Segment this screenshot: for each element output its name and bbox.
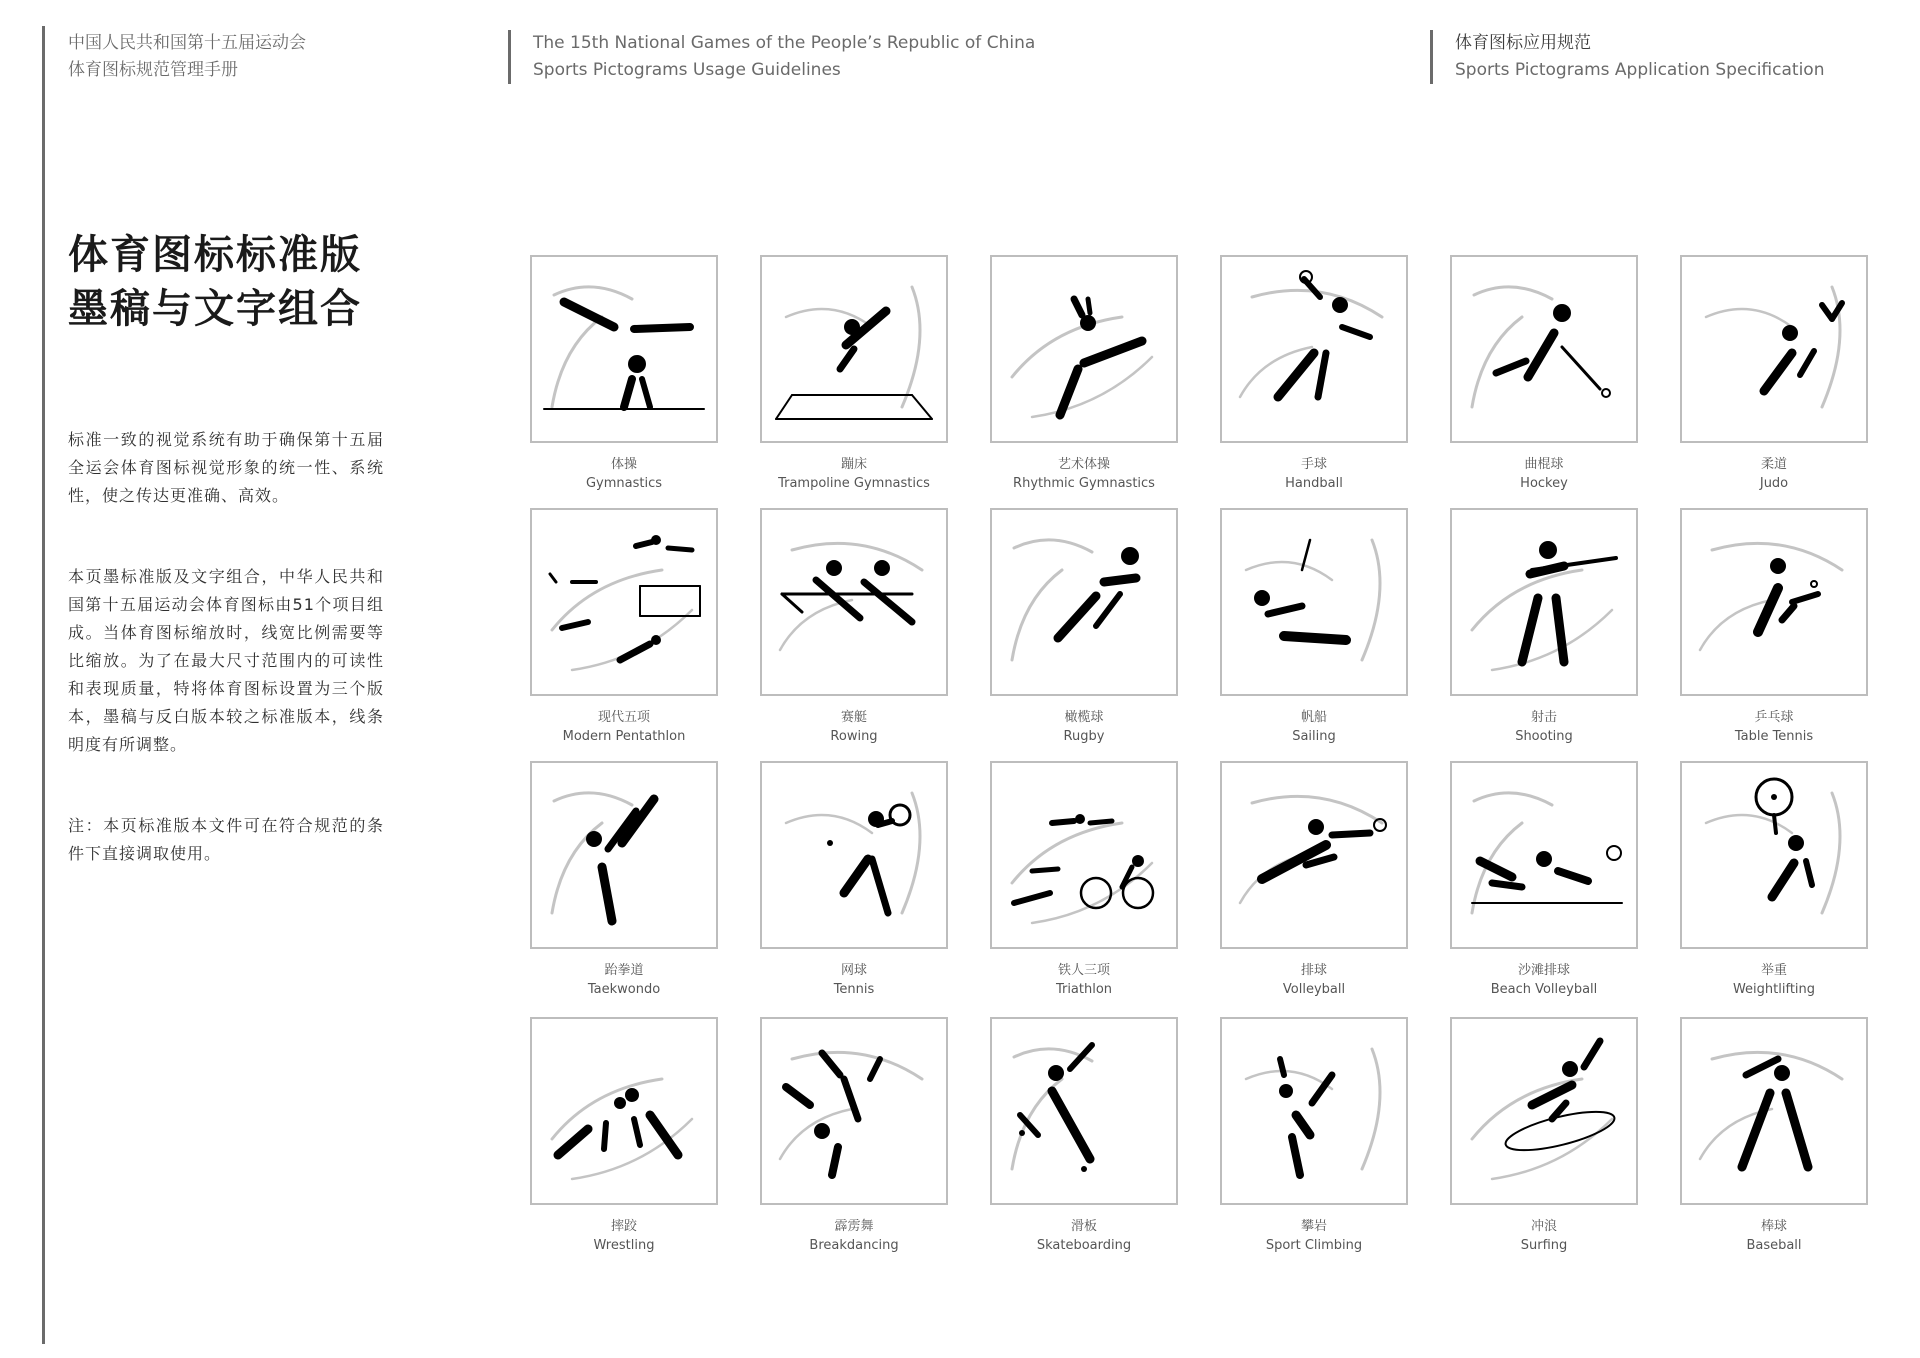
pictogram-tile [1680,508,1868,696]
pictogram-caption [1190,708,1438,746]
baseball-icon [1682,1019,1866,1203]
pictogram-name-zh: 跆拳道 [604,963,644,978]
header-center [508,30,1035,84]
pictogram-name-en: Tennis [833,982,875,997]
pictogram-name-zh: 帆船 [1300,710,1327,725]
pictogram-tile [1220,255,1408,443]
pictogram-caption [500,1217,748,1255]
pictogram-tile [1450,761,1638,949]
breakdancing-icon [762,1019,946,1203]
pictogram-name-en: Table Tennis [1734,729,1814,744]
pictogram-name-zh: 橄榄球 [1064,710,1104,725]
pictogram-name-en: Weightlifting [1732,982,1816,997]
pictogram-name-zh: 乒乓球 [1754,710,1794,725]
pictogram-name-en: Baseball [1746,1238,1802,1253]
gymnastics-icon [532,257,716,441]
pictogram-tile [530,508,718,696]
pictogram-tile [1680,255,1868,443]
pictogram-name-en: Modern Pentathlon [562,729,686,744]
pictogram-tile [1680,761,1868,949]
pictogram-caption [1190,455,1438,493]
pictogram-name-zh: 攀岩 [1300,1219,1327,1234]
judo-icon [1682,257,1866,441]
pictogram-name-zh: 网球 [840,963,867,978]
pictogram-caption [1650,455,1898,493]
pictogram-name-zh: 赛艇 [840,710,867,725]
note-paragraph: 注：本页标准版本文件可在符合规范的条件下直接调取使用。 [68,816,384,863]
pictogram-name-en: Trampoline Gymnastics [778,476,930,491]
pictogram-name-zh: 蹦床 [840,457,867,472]
pictogram-tile [760,761,948,949]
sailing-icon [1222,510,1406,694]
pictogram-name-en: Wrestling [593,1238,655,1253]
header-left-line-1: 中国人民共和国第十五届运动会 [68,33,306,53]
pictogram-name-zh: 艺术体操 [1057,457,1110,472]
pictogram-name-zh: 棒球 [1760,1219,1787,1234]
pictogram-tile [530,761,718,949]
pictogram-tile [760,1017,948,1205]
trampoline-icon [762,257,946,441]
rhythmic-gymnastics-icon [992,257,1176,441]
hockey-icon [1452,257,1636,441]
pictogram-caption [500,455,748,493]
pictogram-caption [1420,1217,1668,1255]
pictogram-tile [1220,761,1408,949]
pictogram-caption [730,708,978,746]
pictogram-tile [1450,1017,1638,1205]
pictogram-name-zh: 柔道 [1760,457,1787,472]
pictogram-tile [530,255,718,443]
pictogram-name-zh: 曲棍球 [1524,457,1564,472]
sport-climbing-icon [1222,1019,1406,1203]
page-title-line-1: 体育图标标准版 [68,232,362,278]
pictogram-name-en: Taekwondo [587,982,661,997]
pictogram-name-en: Rugby [1063,729,1105,744]
pictogram-name-en: Skateboarding [1036,1238,1132,1253]
pictogram-caption [1190,961,1438,999]
description-paragraph: 本页墨标准版及文字组合，中华人民共和国第十五届运动会体育图标由51个项目组成。当体育图标缩放时，线宽比例需要等比缩放。为了在最大尺寸范围内的可读性和表现质量，特将体育图标设置为三个版本，墨稿与反白版本较之标准版本，线条明度有所调整。 [68,567,384,754]
pictogram-name-zh: 现代五项 [597,710,650,725]
pictogram-tile [1220,1017,1408,1205]
pictogram-tile [1450,508,1638,696]
wrestling-icon [532,1019,716,1203]
pictogram-caption [1650,1217,1898,1255]
pictogram-name-zh: 铁人三项 [1057,963,1110,978]
pictogram-name-en: Handball [1285,476,1343,491]
pictogram-name-en: Breakdancing [809,1238,899,1253]
pictogram-caption [960,961,1208,999]
pictogram-tile [1680,1017,1868,1205]
tennis-icon [762,763,946,947]
pictogram-caption [960,1217,1208,1255]
pictogram-name-en: Beach Volleyball [1490,982,1598,997]
pictogram-tile [1220,508,1408,696]
pictogram-caption [1420,708,1668,746]
header-center-line-2: Sports Pictograms Usage Guidelines [533,60,841,80]
skateboarding-icon [992,1019,1176,1203]
handball-icon [1222,257,1406,441]
pictogram-name-zh: 冲浪 [1530,1219,1557,1234]
page-title [68,228,362,336]
pictogram-name-en: Judo [1759,476,1789,491]
volleyball-icon [1222,763,1406,947]
modern-pentathlon-icon [532,510,716,694]
table-tennis-icon [1682,510,1866,694]
pictogram-name-zh: 沙滩排球 [1517,963,1570,978]
pictogram-tile [1450,255,1638,443]
header-left [68,30,306,84]
pictogram-caption [1190,1217,1438,1255]
pictogram-caption [1650,708,1898,746]
pictogram-tile [990,1017,1178,1205]
pictogram-name-zh: 举重 [1760,963,1787,978]
pictogram-name-zh: 滑板 [1070,1219,1097,1234]
pictogram-name-zh: 体操 [610,457,637,472]
pictogram-name-zh: 排球 [1300,963,1327,978]
header-left-line-2: 体育图标规范管理手册 [68,60,238,80]
triathlon-icon [992,763,1176,947]
pictogram-name-en: Gymnastics [585,476,663,491]
surfing-icon [1452,1019,1636,1203]
pictogram-caption [1650,961,1898,999]
pictogram-caption [1420,455,1668,493]
pictogram-name-zh: 霹雳舞 [834,1219,874,1234]
pictogram-name-en: Triathlon [1055,982,1113,997]
pictogram-tile [530,1017,718,1205]
pictogram-caption [500,961,748,999]
pictogram-name-zh: 摔跤 [610,1219,637,1234]
pictogram-grid [530,255,1880,1275]
weightlifting-icon [1682,763,1866,947]
header-right [1430,30,1824,84]
pictogram-name-en: Surfing [1520,1238,1568,1253]
pictogram-caption [1420,961,1668,999]
pictogram-name-en: Volleyball [1282,982,1346,997]
pictogram-name-en: Sailing [1292,729,1336,744]
pictogram-caption [960,708,1208,746]
pictogram-name-en: Shooting [1515,729,1573,744]
pictogram-tile [760,508,948,696]
page-title-line-2: 墨稿与文字组合 [68,286,362,332]
left-margin-rule [42,26,45,1344]
pictogram-caption [500,708,748,746]
taekwondo-icon [532,763,716,947]
pictogram-tile [990,255,1178,443]
shooting-icon [1452,510,1636,694]
header-center-line-1: The 15th National Games of the People’s Republic of China [533,33,1036,53]
pictogram-name-en: Hockey [1520,476,1568,491]
intro-paragraph: 标准一致的视觉系统有助于确保第十五届全运会体育图标视觉形象的统一性、系统性，使之传达更准确、高效。 [68,430,384,505]
rowing-icon [762,510,946,694]
header-right-line-2: Sports Pictograms Application Specification [1455,60,1825,80]
pictogram-caption [730,1217,978,1255]
pictogram-name-zh: 射击 [1530,710,1557,725]
pictogram-name-en: Rowing [830,729,878,744]
pictogram-tile [990,508,1178,696]
rugby-icon [992,510,1176,694]
pictogram-tile [990,761,1178,949]
pictogram-name-zh: 手球 [1300,457,1327,472]
pictogram-caption [730,455,978,493]
pictogram-name-en: Rhythmic Gymnastics [1013,476,1155,491]
pictogram-caption [960,455,1208,493]
pictogram-name-en: Sport Climbing [1265,1238,1363,1253]
pictogram-caption [730,961,978,999]
pictogram-tile [760,255,948,443]
header-right-line-1: 体育图标应用规范 [1455,33,1591,53]
beach-volleyball-icon [1452,763,1636,947]
